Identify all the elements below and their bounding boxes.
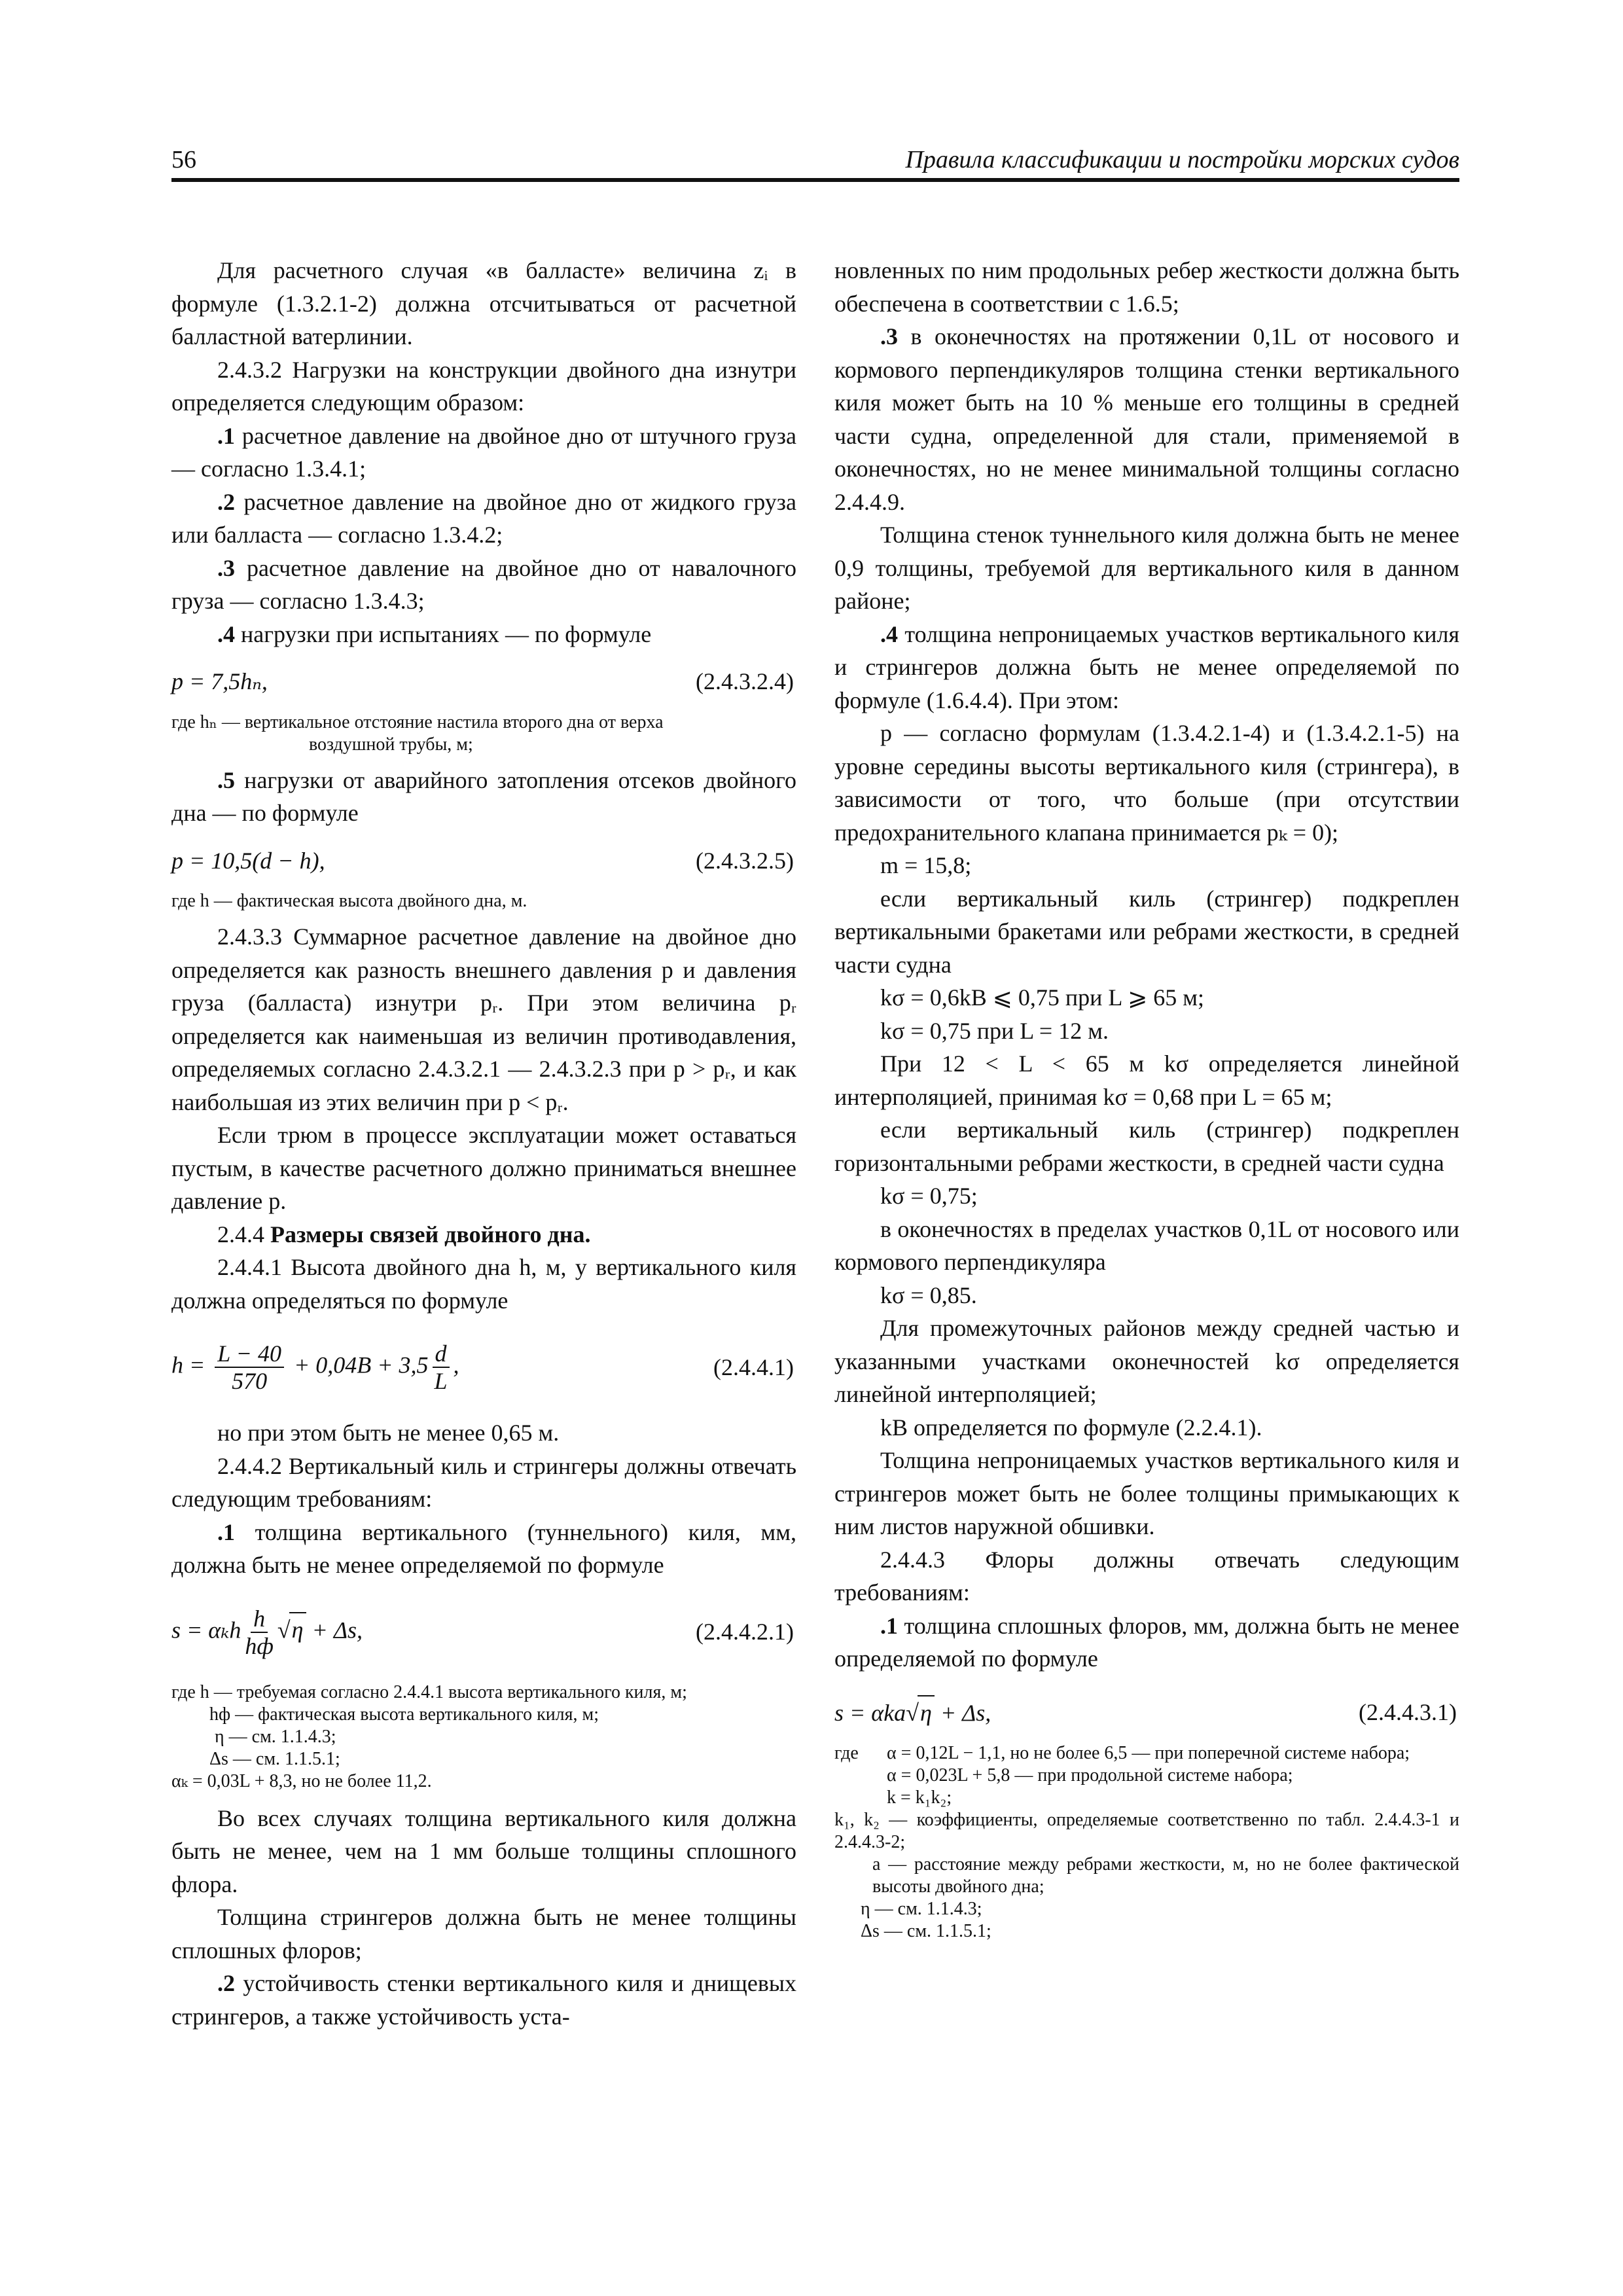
formula-note — [171, 890, 796, 912]
paragraph: если вертикальный киль (стрингер) подкреплен горизонтальными ребрами жесткости, в средней части судна — [834, 1117, 1459, 1176]
note-line: где hₙ — вертикальное отстояние настила второго дна от верха — [171, 711, 664, 732]
running-title: Правила классификации и постройки морских судов — [905, 146, 1459, 173]
note-line: Δs — см. 1.1.5.1; — [209, 1748, 340, 1769]
paragraph: в оконечностях в пределах участков 0,1L от носового или кормового перпендикуляра — [834, 1215, 1459, 1275]
paragraph: kσ = 0,75; — [880, 1183, 978, 1209]
paragraph: kσ = 0,75 при L = 12 м. — [880, 1017, 1109, 1044]
item-number: .5 — [217, 766, 235, 793]
page-number: 56 — [171, 146, 196, 173]
paragraph: 2.4.3.2 Нагрузки на конструкции двойного дна изнутри определяется следующим образом: — [171, 356, 796, 416]
paragraph: 2.4.4.2 Вертикальный киль и стрингеры должны отвечать следующим требованиям: — [171, 1452, 796, 1512]
paragraph: kB определяется по формуле (2.2.4.1). — [880, 1414, 1262, 1441]
paragraph: kσ = 0,85. — [880, 1282, 977, 1308]
formula-expression: p = 7,5hₙ, — [171, 668, 268, 694]
right-column — [834, 254, 1459, 1950]
note-line: k = k₁k₂; — [887, 1787, 952, 1808]
left-column — [171, 254, 796, 2033]
item-text: расчетное давление на двойное дно от штучного груза — согласно 1.3.4.1; — [171, 422, 796, 482]
formula — [171, 844, 796, 878]
note-line: Δs — см. 1.1.5.1; — [861, 1921, 991, 1941]
item-number: .4 — [217, 620, 235, 647]
paragraph: Для расчетного случая «в балласте» величина zᵢ в формуле (1.3.2.1-2) должна отсчитываться от расчетной балластной ватерлинии. — [171, 257, 796, 350]
item-number: .3 — [880, 323, 898, 350]
formula-note — [171, 1681, 796, 1793]
page-header — [171, 145, 1459, 179]
paragraph: m = 15,8; — [880, 852, 972, 878]
list-item — [834, 1609, 1459, 1676]
list-item — [171, 618, 796, 651]
list-item — [171, 552, 796, 618]
item-number: .1 — [217, 422, 235, 449]
note-line: a — расстояние между ребрами жесткости, м, но не более фактической высоты двойного дна; — [872, 1854, 1459, 1897]
item-number: .4 — [880, 620, 898, 647]
item-number: .1 — [880, 1612, 898, 1639]
note-line: hф — фактическая высота вертикального киля, м; — [209, 1704, 599, 1725]
item-number: .2 — [217, 488, 235, 515]
list-item — [171, 420, 796, 486]
note-line: k₁, k₂ — коэффициенты, определяемые соответственно по табл. 2.4.4.3-1 и 2.4.4.3-2; — [834, 1810, 1459, 1852]
formula — [171, 665, 796, 698]
item-text: нагрузки при испытаниях — по формуле — [241, 620, 652, 647]
item-number: .2 — [217, 1970, 235, 1996]
formula-number: (2.4.4.1) — [713, 1354, 794, 1380]
note-line: α = 0,12L − 1,1, но не более 6,5 — при поперечной системе набора; — [887, 1743, 1410, 1763]
paragraph: Толщина непроницаемых участков вертикального киля и стрингеров может быть не более толщины примыкающих к ним листов наружной обшивки. — [834, 1447, 1459, 1539]
formula-number: (2.4.4.2.1) — [696, 1619, 794, 1645]
item-text: расчетное давление на двойное дно от жидкого груза или балласта — согласно 1.3.4.2; — [171, 488, 797, 548]
formula-expression: h = $\frac{L - 40}{570}$ + 0,04B + 3,5 $\frac{d}{L}$ , — [171, 1340, 459, 1394]
item-text: расчетное давление на двойное дно от навалочного груза — согласно 1.3.4.3; — [171, 554, 796, 614]
paragraph: Толщина стенок туннельного киля должна быть не менее 0,9 толщины, требуемой для вертикального киля в данном районе; — [834, 522, 1459, 614]
note-line: η — см. 1.1.4.3; — [215, 1726, 336, 1747]
section-heading: 2.4.4 Размеры связей двойного дна. — [217, 1221, 591, 1247]
item-number: .3 — [217, 554, 235, 581]
paragraph: 2.4.4.1 Высота двойного дна h, м, у вертикального киля должна определяться по формуле — [171, 1254, 796, 1314]
formula-note — [834, 1742, 1459, 1943]
note-line: α = 0,023L + 5,8 — при продольной системе набора; — [887, 1765, 1293, 1785]
header-rule — [171, 178, 1459, 182]
formula-number: (2.4.4.3.1) — [1359, 1698, 1457, 1725]
paragraph: Толщина стрингеров должна быть не менее толщины сплошных флоров; — [171, 1904, 796, 1964]
paragraph: 2.4.3.3 Суммарное расчетное давление на двойное дно определяется как разность внешнего давления p и давления груза (балласта) изнутри pᵣ. При этом величина pᵣ определяется как наименьшая из величин противодавления, определяемых согласно 2.4.3.2.1 — 2.4.3.2.3 при p > pᵣ, и как наибольшая из этих величин при p < pᵣ. — [171, 924, 796, 1115]
item-text: толщина вертикального (туннельного) киля, мм, должна быть не менее определяемой по формуле — [171, 1518, 796, 1578]
formula — [171, 1331, 796, 1403]
formula-note — [171, 711, 796, 756]
list-item — [834, 618, 1459, 717]
paragraph: новленных по ним продольных ребер жесткости должна быть обеспечена в соответствии с 1.6.5; — [834, 257, 1459, 317]
item-number: .1 — [217, 1518, 235, 1545]
list-item — [171, 1516, 796, 1582]
paragraph: 2.4.4.3 Флоры должны отвечать следующим требованиям: — [834, 1546, 1459, 1605]
paragraph: p — согласно формулам (1.3.4.2.1-4) и (1.3.4.2.1-5) на уровне середины высоты вертикального киля (стрингера), в зависимости от того, что больше (при отсутствии предохранительного клапана принимается pₖ = 0); — [834, 720, 1459, 846]
formula-expression: s = αₖh $\frac{h}{hф}$ √η + Δs, — [171, 1605, 363, 1659]
formula — [834, 1695, 1459, 1730]
formula-expression: s = αka√η + Δs, — [834, 1695, 991, 1730]
paragraph: kσ = 0,6kB ⩽ 0,75 при L ⩾ 65 м; — [880, 984, 1205, 1011]
paragraph: Во всех случаях толщина вертикального киля должна быть не менее, чем на 1 мм больше толщины сплошного флора. — [171, 1804, 796, 1897]
paragraph: Для промежуточных районов между средней частью и указанными участками оконечностей kσ определяется линейной интерполяцией; — [834, 1315, 1459, 1407]
paragraph: но при этом быть не менее 0,65 м. — [217, 1420, 560, 1446]
item-text: толщина сплошных флоров, мм, должна быть не менее определяемой по формуле — [834, 1612, 1459, 1672]
item-text: устойчивость стенки вертикального киля и днищевых стрингеров, а также устойчивость уста- — [171, 1970, 797, 2030]
note-line: αₖ = 0,03L + 8,3, но не более 11,2. — [171, 1770, 432, 1791]
formula-expression: p = 10,5(d − h), — [171, 847, 325, 874]
note-label: где — [834, 1743, 859, 1763]
list-item — [171, 486, 796, 552]
list-item — [171, 764, 796, 830]
list-item — [834, 320, 1459, 518]
list-item — [171, 1967, 796, 2033]
paragraph: Если трюм в процессе эксплуатации может оставаться пустым, в качестве расчетного должно приниматься внешнее давление p. — [171, 1122, 796, 1214]
paragraph: если вертикальный киль (стрингер) подкреплен вертикальными бракетами или ребрами жесткости, в средней части судна — [834, 885, 1459, 978]
formula — [171, 1596, 796, 1668]
item-text: толщина непроницаемых участков вертикального киля и стрингеров должна быть не менее определяемой по формуле (1.6.4.4). При этом: — [834, 620, 1459, 713]
note-line: где h — фактическая высота двойного дна, м. — [171, 891, 527, 911]
note-line: η — см. 1.1.4.3; — [861, 1899, 982, 1919]
item-text: в оконечностях на протяжении 0,1L от носового и кормового перпендикуляров толщина стенки вертикального киля может быть на 10 % меньше его толщины в средней части судна, определенной для стали, применяемой в оконечностях, но не менее минимальной толщины согласно 2.4.4.9. — [834, 323, 1459, 515]
note-line: воздушной трубы, м; — [309, 734, 473, 755]
paragraph: При 12 < L < 65 м kσ определяется линейной интерполяцией, принимая kσ = 0,68 при L = 65 м; — [834, 1050, 1459, 1110]
item-text: нагрузки от аварийного затопления отсеков двойного дна — по формуле — [171, 766, 796, 826]
formula-number: (2.4.3.2.4) — [696, 668, 794, 694]
note-line: где h — требуемая согласно 2.4.4.1 высота вертикального киля, м; — [171, 1681, 687, 1702]
formula-number: (2.4.3.2.5) — [696, 847, 794, 874]
